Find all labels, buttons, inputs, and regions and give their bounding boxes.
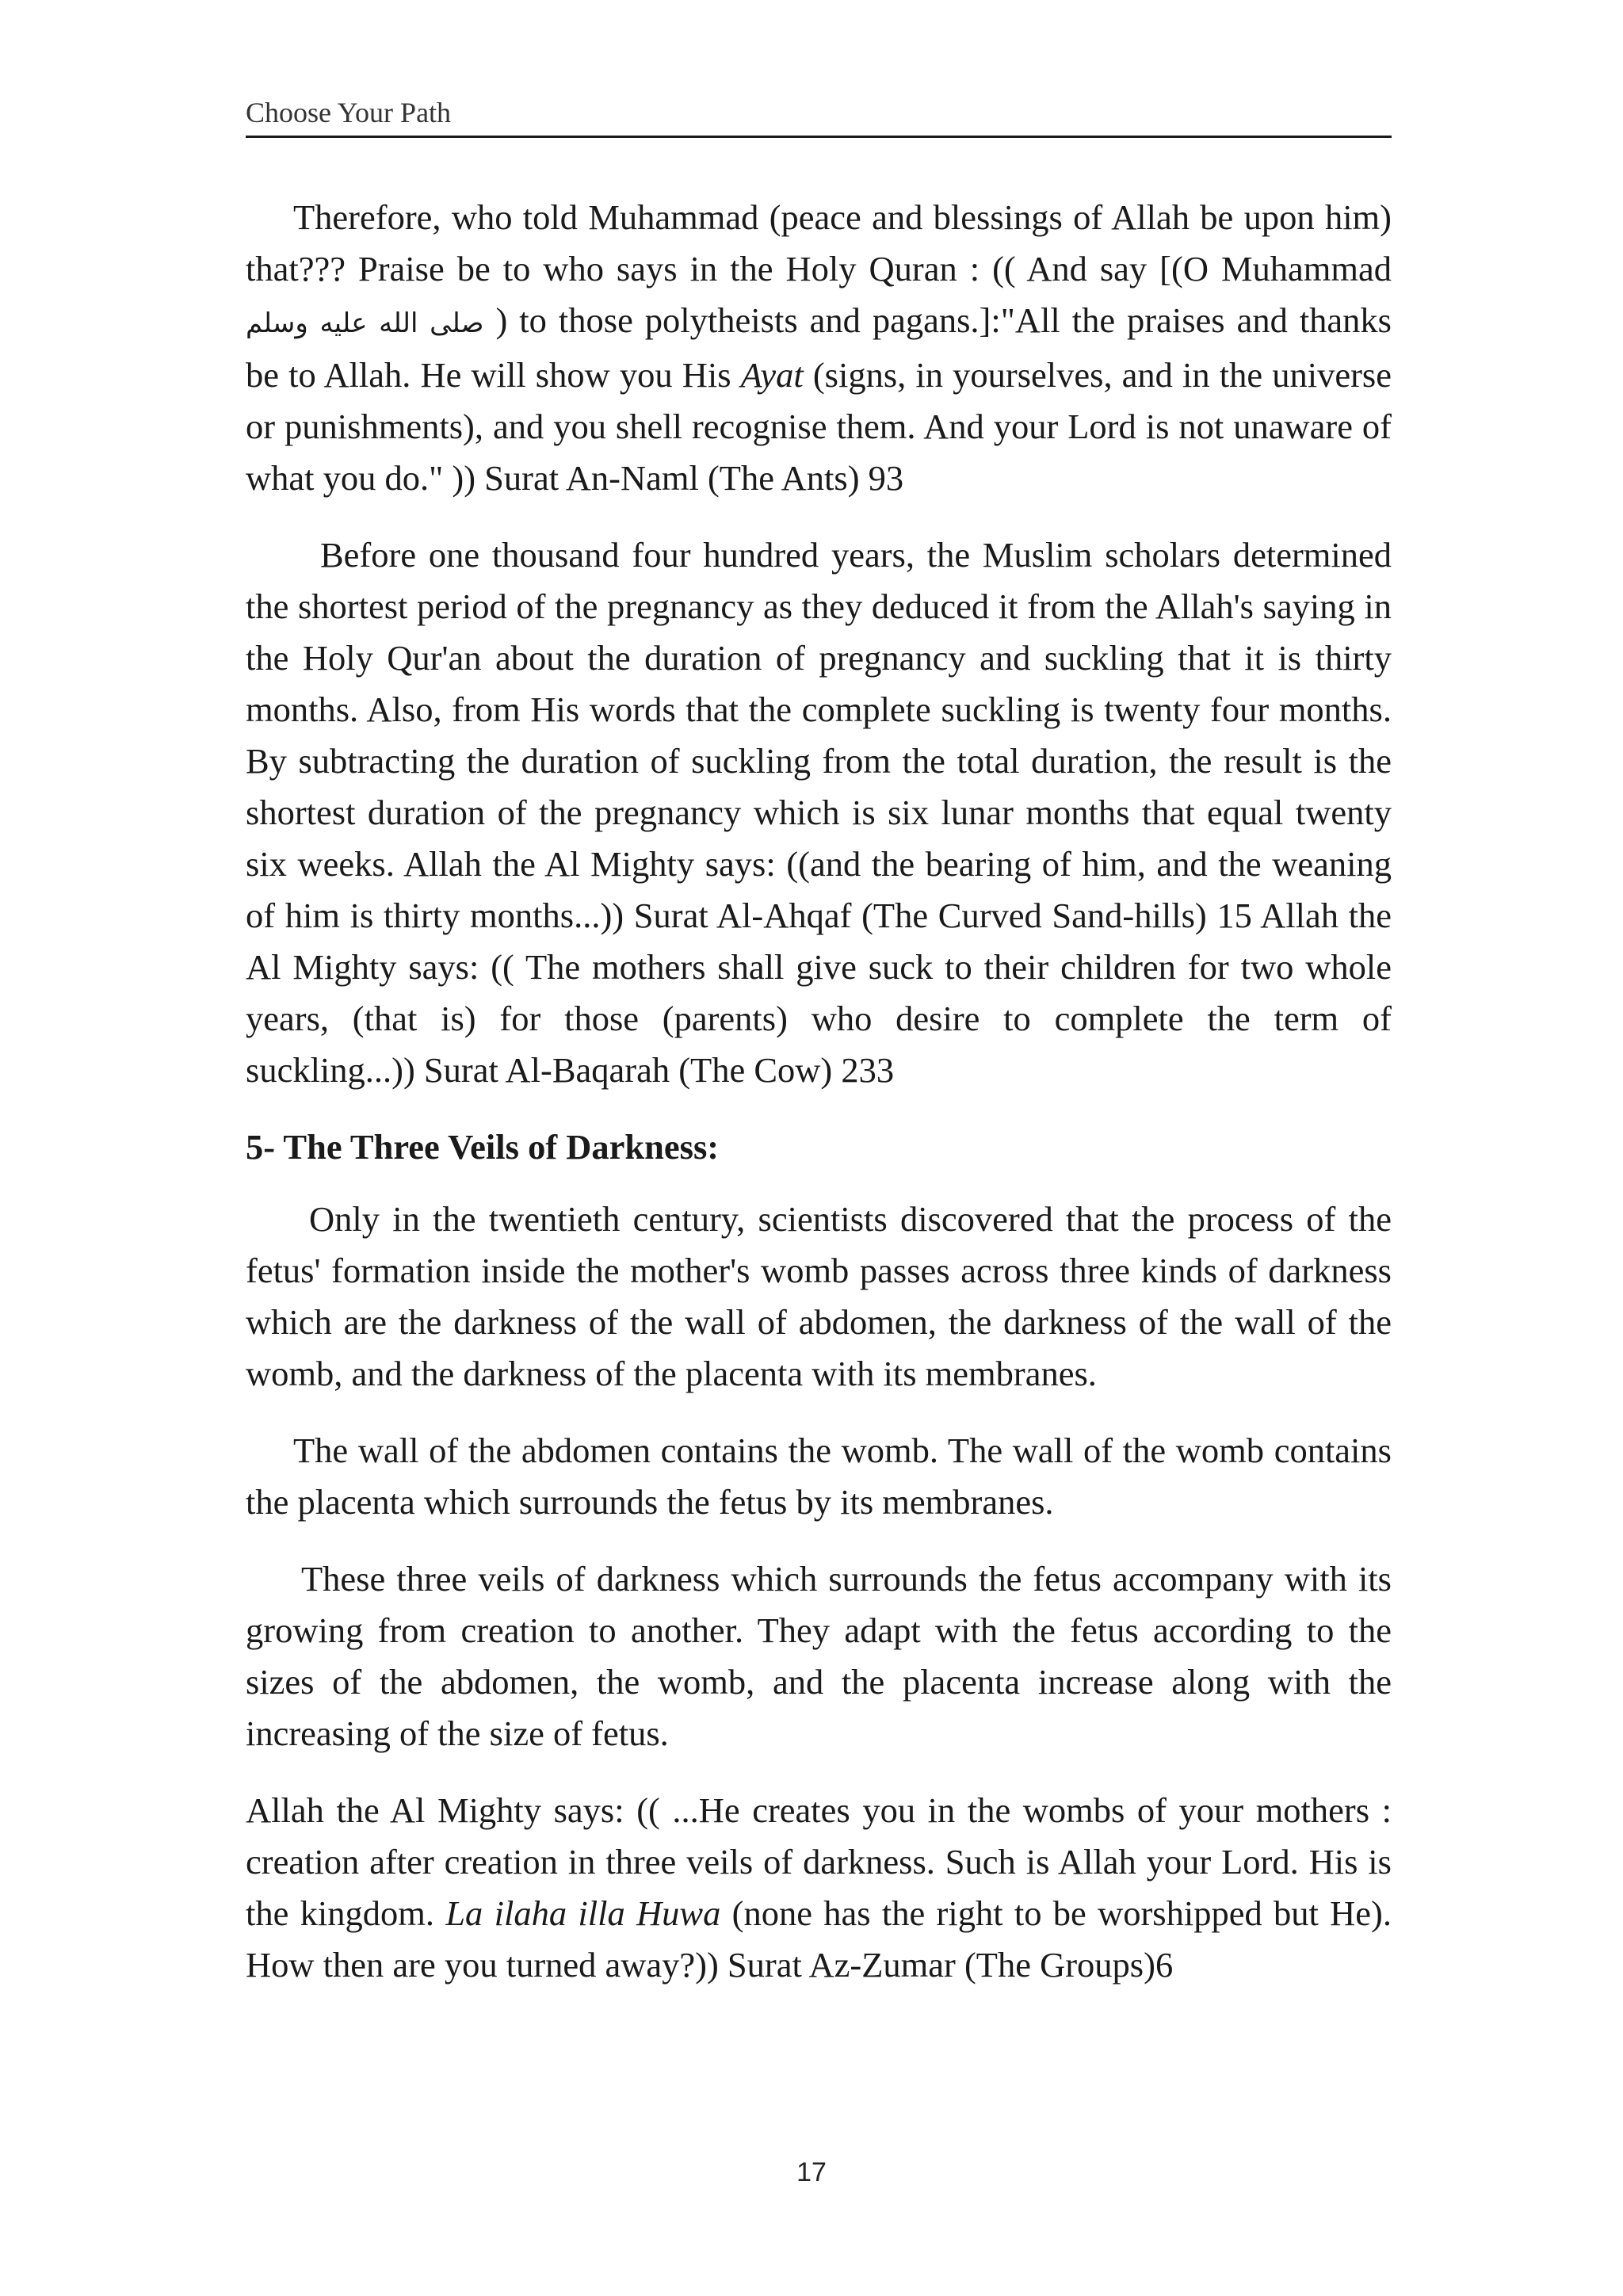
paragraph-quran-naml — [246, 192, 1392, 504]
paragraph-text: (signs, in yourselves, and in the universe or punishments), and you shell recognise them. And your Lord is not unaware of what you do." )) Surat An-Naml (The Ants) 93 — [246, 355, 1392, 498]
paragraph-text: (none has the right to be worshipped but He). How then are you turned away?)) Surat Az-Zumar (The Groups)6 — [246, 1893, 1392, 1985]
paragraph-text: Therefore, who told Muhammad (peace and blessings of Allah be upon him) that??? Praise be to who says in the Holy Quran : (( And say [(O Muhammad — [246, 197, 1392, 288]
paragraph-text: ) to those polytheists and pagans.]:"All the praises and thanks be to Allah. He will show you His — [246, 300, 1392, 395]
arabic-honorific: صلى الله عليه وسلم — [246, 308, 484, 339]
page-body — [246, 192, 1392, 2016]
italic-term: Ayat — [740, 355, 804, 395]
running-head-title: Choose Your Path — [246, 97, 452, 128]
paragraph-quran-zumar — [246, 1785, 1392, 1991]
paragraph-pregnancy-duration: Before one thousand four hundred years, the Muslim scholars determined the shortest period of the pregnancy as they deduced it from the Allah's saying in the Holy Qur'an about the duration of pregnancy and suckling that it is thirty months. Also, from His words that the complete suckling is twenty four months. By subtracting the duration of suckling from the total duration, the result is the shortest duration of the pregnancy which is six lunar months that equal twenty six weeks. Allah the Al Mighty says: ((and the bearing of him, and the weaning of him is thirty months...)) Surat Al-Ahqaf (The Curved Sand-hills) 15 Allah the Al Mighty says: (( The mothers shall give suck to their children for two whole years, (that is) for those (parents) who desire to complete the term of suckling...)) Surat Al-Baqarah (The Cow) 233 — [246, 535, 1392, 1090]
section-heading: 5- The Three Veils of Darkness: — [246, 1127, 720, 1167]
paragraph-abdomen-wall: The wall of the abdomen contains the womb. The wall of the womb contains the placenta which surrounds the fetus by its membranes. — [246, 1431, 1392, 1522]
paragraph-veils-adapt: These three veils of darkness which surrounds the fetus accompany with its growing from creation to another. They adapt with the fetus according to the sizes of the abdomen, the womb, and the placenta increase along with the increasing of the size of fetus. — [246, 1559, 1392, 1753]
paragraph-three-darkness: Only in the twentieth century, scientists discovered that the process of the fetus' formation inside the mother's womb passes across three kinds of darkness which are the darkness of the wall of abdomen, the darkness of the wall of the womb, and the darkness of the placenta with its membranes. — [246, 1199, 1392, 1393]
page-number: 17 — [796, 2157, 827, 2187]
paragraph-text: Allah the Al Mighty says: (( ...He creates you in the wombs of your mothers : creation after creation in three veils of darkness. Such is Allah your Lord. His is the kingdom. — [246, 1790, 1392, 1933]
italic-term: La ilaha illa Huwa — [445, 1893, 721, 1933]
running-head — [246, 97, 1392, 138]
